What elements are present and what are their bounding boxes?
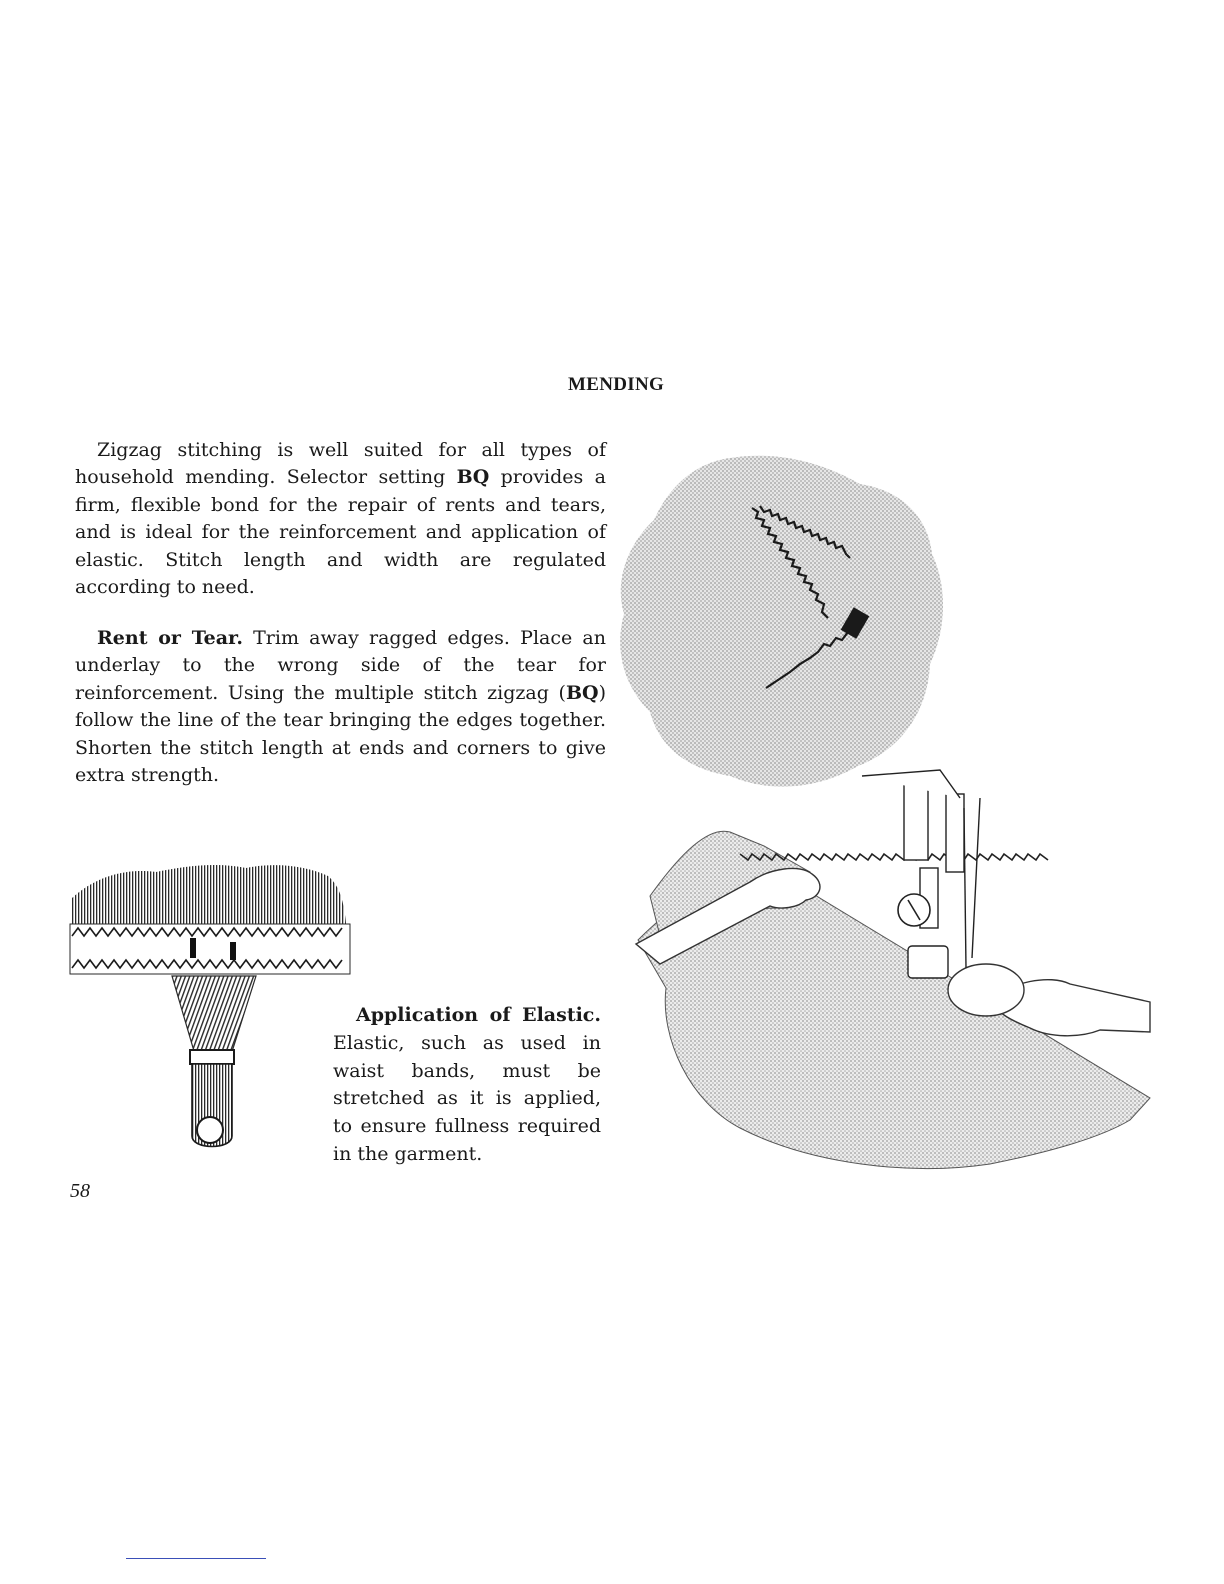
tear-mending-illustration bbox=[610, 450, 950, 800]
elastic-text: Elastic, such as used in waist bands, must be stretched as it is applied, to ensure fullness required in the garment. bbox=[333, 1031, 601, 1165]
intro-text-end: provides a firm, flexible bond for the repair of rents and tears, and is ideal for the reinforcement and application of elastic. Stitch length and width are regulated according to need. bbox=[75, 466, 607, 599]
rent-setting: BQ bbox=[565, 681, 599, 704]
intro-paragraph bbox=[75, 437, 606, 601]
garter-tab-right bbox=[230, 942, 236, 960]
garter-strap bbox=[172, 976, 256, 1058]
underline-mark bbox=[126, 1558, 266, 1559]
elastic-title: Application of Elastic. bbox=[356, 1004, 601, 1026]
elastic-paragraph bbox=[333, 1002, 601, 1169]
selector-setting: BQ bbox=[456, 466, 490, 489]
garter-button bbox=[197, 1117, 223, 1143]
sewing-machine-illustration bbox=[630, 768, 1170, 1178]
rent-text-start: Trim away ragged edges. Place an underlay to the wrong side of the tear for reinforcement. Using the multiple stitch zigzag ( bbox=[75, 627, 606, 704]
throat-plate bbox=[948, 964, 1024, 1016]
garter-tab-left bbox=[190, 938, 196, 958]
rent-text-end: ) follow the line of the tear bringing the edges together. Shorten the stitch length at ends and corners to give extra strength. bbox=[75, 681, 606, 787]
page-heading: MENDING bbox=[568, 374, 665, 395]
elastic-waistband-illustration bbox=[66, 858, 356, 1158]
garter-buckle bbox=[190, 1050, 234, 1064]
page-number: 58 bbox=[70, 1180, 90, 1202]
fabric-swatch bbox=[620, 456, 943, 787]
rent-title: Rent or Tear. bbox=[97, 627, 243, 649]
intro-text-start: Zigzag stitching is well suited for all types of household mending. Selector setting bbox=[75, 439, 606, 489]
rent-paragraph bbox=[75, 625, 606, 789]
